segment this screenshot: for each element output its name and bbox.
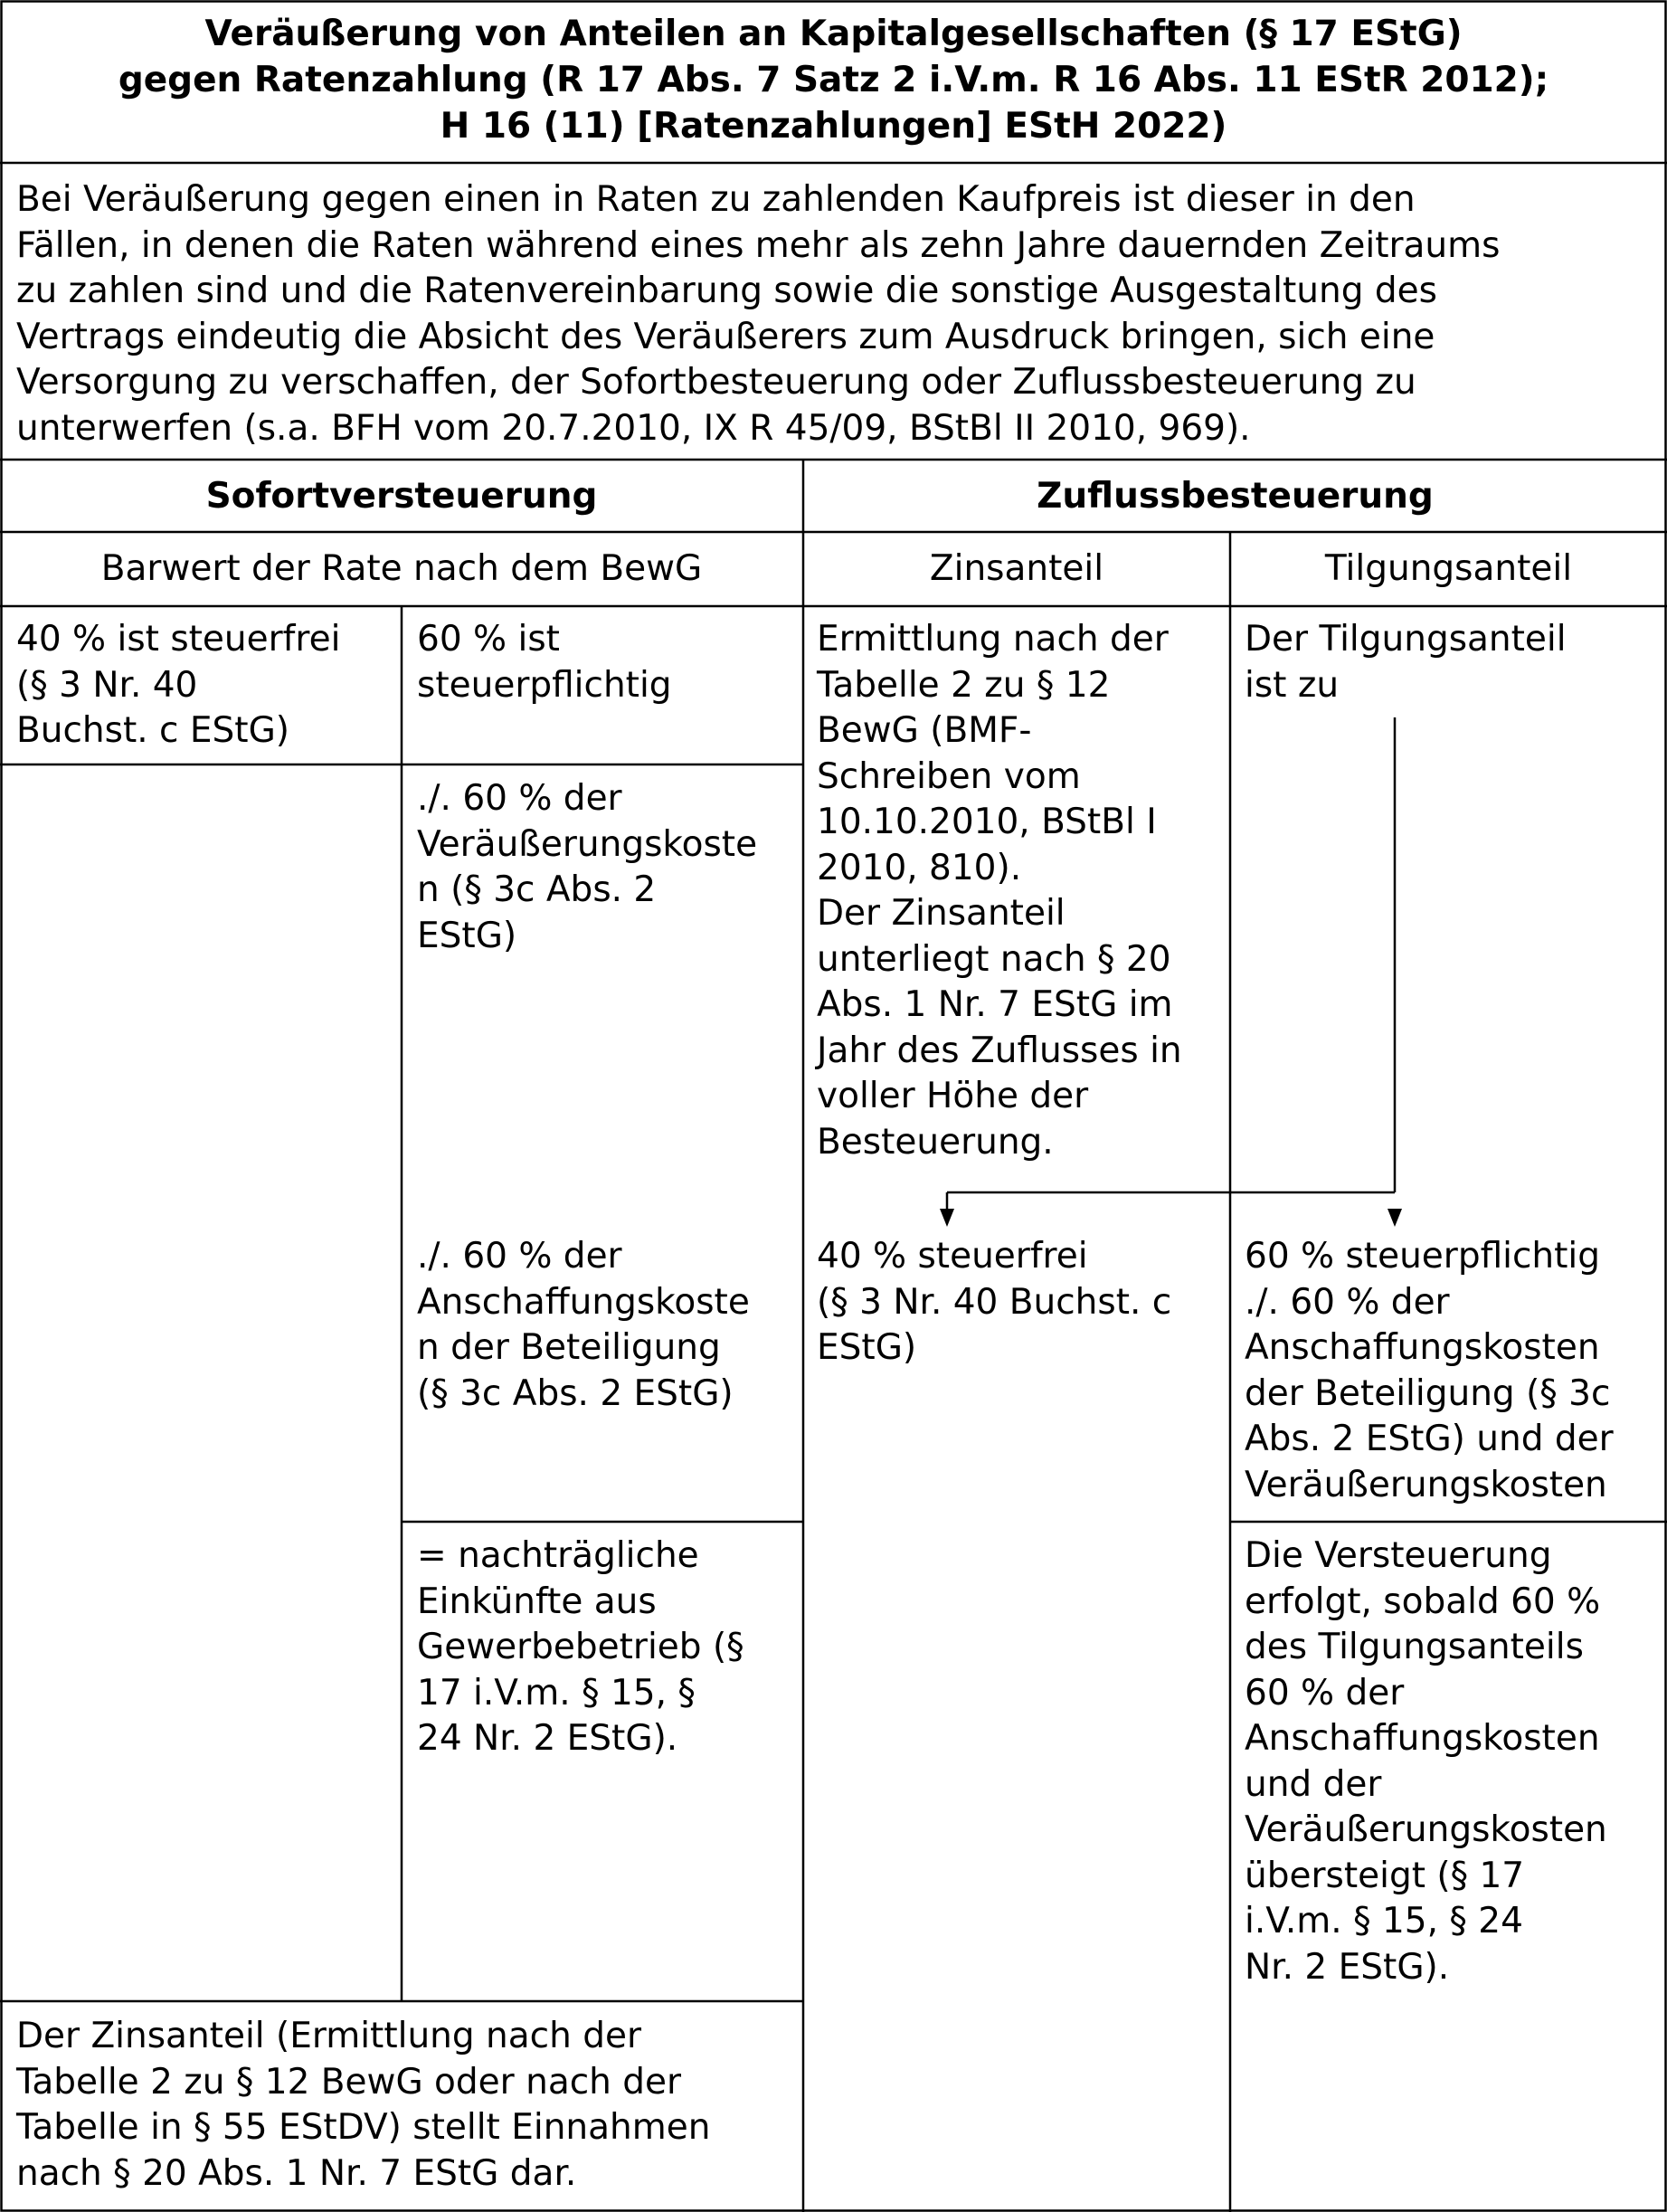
cell-line: Der Zinsanteil (817, 893, 1066, 934)
cell-zinsanteil-sofort (16, 2014, 710, 2197)
cell-line: = nachträgliche (417, 1535, 699, 1576)
cell-line: Jahr des Zuflusses in (817, 1030, 1182, 1071)
arrow-down-icon (940, 1209, 954, 1227)
cell-line: Tabelle 2 zu § 12 BewG oder nach der (16, 2061, 682, 2103)
cell-line: Nr. 2 EStG). (1245, 1946, 1450, 1988)
cell-line: 40 % steuerfrei (817, 1236, 1088, 1277)
cell-steuerpflichtig (417, 617, 672, 708)
title-line: gegen Ratenzahlung (R 17 Abs. 7 Satz 2 i.V.m. R 16 Abs. 11 EStR 2012); (118, 60, 1549, 100)
cell-zufluss-steuerpflichtig (1245, 1234, 1614, 1508)
cell-line: Abs. 2 EStG) und der (1245, 1419, 1614, 1459)
cell-zufluss-steuerfrei (817, 1234, 1171, 1372)
cell-line: Buchst. c EStG) (16, 710, 290, 751)
cell-line: erfolgt, sobald 60 % (1245, 1581, 1601, 1622)
cell-line: EStG) (817, 1327, 917, 1368)
cell-line: und der (1245, 1763, 1382, 1805)
cell-line: der Beteiligung (§ 3c (1245, 1372, 1611, 1414)
cell-line: Tabelle in § 55 EStDV) stellt Einnahmen (16, 2107, 711, 2148)
cell-zinsanteil-ermittlung (817, 617, 1182, 1165)
cell-line: 60 % ist (417, 619, 560, 660)
cell-line: Tabelle 2 zu § 12 (817, 664, 1111, 706)
cell-line: Anschaffungskosten (1245, 1327, 1600, 1368)
cell-line: Besteuerung. (817, 1121, 1054, 1163)
cell-line: ./. 60 % der (417, 1236, 622, 1277)
subheading-barwert: Barwert der Rate nach dem BewG (100, 548, 703, 589)
cell-anschaffungskosten (417, 1234, 750, 1417)
cell-line: n der Beteiligung (417, 1327, 721, 1368)
heading-zuflussbesteuerung: Zuflussbesteuerung (1037, 476, 1434, 517)
cell-line: Veräußerungskosten (1245, 1809, 1607, 1850)
cell-line: 24 Nr. 2 EStG). (417, 1718, 678, 1759)
cell-line: steuerpflichtig (417, 664, 672, 706)
cell-line: (§ 3 Nr. 40 Buchst. c (817, 1281, 1172, 1323)
cell-line: Anschaffungskoste (417, 1281, 750, 1323)
cell-line: 2010, 810). (817, 847, 1022, 888)
cell-line: 60 % steuerpflichtig (1245, 1236, 1601, 1277)
cell-veraeusserungskosten (417, 776, 757, 959)
cell-line: (§ 3c Abs. 2 EStG) (417, 1372, 734, 1414)
cell-line: EStG) (417, 915, 517, 956)
subheading-zinsanteil: Zinsanteil (929, 548, 1104, 589)
cell-line: 10.10.2010, BStBl I (817, 802, 1157, 842)
cell-line: des Tilgungsanteils (1245, 1627, 1584, 1667)
intro-line: Vertrags eindeutig die Absicht des Veräußerers zum Ausdruck bringen, sich eine (16, 316, 1435, 357)
subheading-tilgungsanteil: Tilgungsanteil (1324, 548, 1573, 589)
cell-nachtraegliche-einkuenfte (417, 1533, 744, 1762)
cell-line: Anschaffungskosten (1245, 1718, 1600, 1759)
intro-line: zu zahlen sind und die Ratenvereinbarung sowie die sonstige Ausgestaltung des (16, 271, 1437, 311)
cell-line: Die Versteuerung (1245, 1535, 1552, 1576)
cell-line: (§ 3 Nr. 40 (16, 664, 198, 706)
cell-line: ./. 60 % der (417, 778, 622, 819)
cell-line: Gewerbebetrieb (§ (417, 1627, 744, 1667)
intro-paragraph (16, 177, 1500, 451)
intro-line: unterwerfen (s.a. BFH vom 20.7.2010, IX R 45/09, BStBl II 2010, 969). (16, 407, 1251, 449)
cell-line: i.V.m. § 15, § 24 (1245, 1901, 1523, 1941)
cell-line: n (§ 3c Abs. 2 (417, 869, 657, 910)
cell-line: Veräußerungskosten (1245, 1464, 1607, 1505)
cell-line: Ermittlung nach der (817, 619, 1169, 660)
cell-versteuerung (1245, 1533, 1607, 1990)
intro-line: Fällen, in denen die Raten während eines mehr als zehn Jahre dauernden Zeitraums (16, 224, 1501, 266)
cell-line: Der Zinsanteil (Ermittlung nach der (16, 2016, 642, 2056)
cell-line: 40 % ist steuerfrei (16, 619, 341, 660)
cell-line: Einkünfte aus (417, 1581, 657, 1622)
cell-line: ist zu (1245, 664, 1340, 706)
cell-line: voller Höhe der (817, 1076, 1089, 1116)
cell-line: übersteigt (§ 17 (1245, 1855, 1525, 1896)
cell-line: unterliegt nach § 20 (817, 938, 1171, 980)
cell-line: Der Tilgungsanteil (1245, 619, 1567, 660)
cell-line: 17 i.V.m. § 15, § (417, 1672, 696, 1714)
cell-line: nach § 20 Abs. 1 Nr. 7 EStG dar. (16, 2152, 577, 2194)
document-title (0, 11, 1667, 149)
cell-steuerfrei (16, 617, 340, 755)
cell-line: 60 % der (1245, 1672, 1405, 1714)
heading-sofortversteuerung: Sofortversteuerung (205, 476, 598, 517)
cell-line: ./. 60 % der (1245, 1281, 1450, 1323)
cell-line: Veräußerungskoste (417, 823, 758, 865)
title-line: H 16 (11) [Ratenzahlungen] EStH 2022) (440, 106, 1227, 147)
intro-line: Bei Veräußerung gegen einen in Raten zu zahlenden Kaufpreis ist dieser in den (16, 179, 1416, 220)
cell-line: Abs. 1 Nr. 7 EStG im (817, 984, 1173, 1025)
cell-tilgungsanteil (1245, 617, 1567, 708)
cell-line: Schreiben vom (817, 755, 1081, 797)
intro-line: Versorgung zu verschaffen, der Sofortbesteuerung oder Zuflussbesteuerung zu (16, 362, 1416, 403)
cell-line: BewG (BMF- (817, 710, 1032, 751)
title-line: Veräußerung von Anteilen an Kapitalgesellschaften (§ 17 EStG) (204, 14, 1463, 54)
arrow-down-icon (1388, 1209, 1402, 1227)
